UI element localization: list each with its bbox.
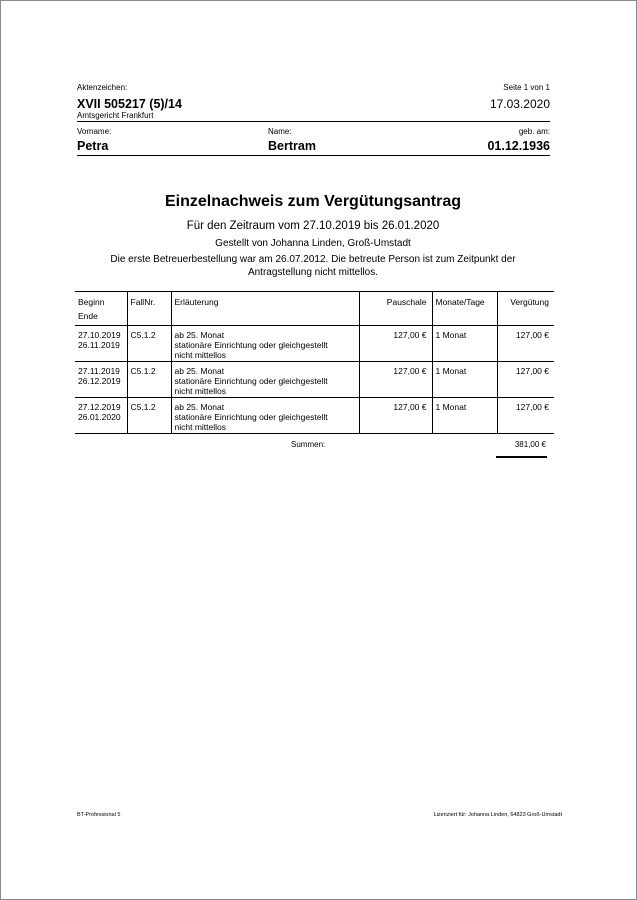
cell-verguetung: 127,00 € bbox=[497, 326, 554, 362]
vorname-label: Vorname: bbox=[77, 127, 112, 136]
cell-verguetung: 127,00 € bbox=[497, 362, 554, 398]
aktenzeichen-label: Aktenzeichen: bbox=[77, 83, 128, 92]
cell-beginn: 27.11.2019 bbox=[78, 366, 120, 376]
summe-value: 381,00 € bbox=[514, 440, 546, 449]
table-header-row bbox=[75, 292, 554, 326]
header-divider-bottom bbox=[77, 155, 550, 156]
birthdate-value: 01.12.1936 bbox=[487, 139, 550, 153]
cell-erl-line: ab 25. Monat bbox=[174, 330, 225, 340]
note-line-1: Die erste Betreuerbestellung war am 26.07.2012. Die betreute Person ist zum Zeitpunkt der bbox=[110, 254, 516, 265]
cell-ende: 26.11.2019 bbox=[78, 340, 120, 350]
col-header-fall: FallNr. bbox=[127, 292, 171, 326]
cell-erl-line: nicht mittellos bbox=[174, 422, 226, 432]
col-header-beginn: Beginn bbox=[78, 297, 105, 307]
cell-period bbox=[75, 398, 127, 434]
note-line-2: Antragstellung nicht mittellos. bbox=[247, 267, 379, 278]
cell-monate: 1 Monat bbox=[432, 398, 497, 434]
cell-erl-line: nicht mittellos bbox=[174, 350, 226, 360]
footer-software: BT-Professional 5 bbox=[77, 812, 121, 818]
cell-pauschale: 127,00 € bbox=[359, 362, 432, 398]
col-header-ende: Ende bbox=[78, 311, 98, 321]
birthdate-label: geb. am: bbox=[518, 127, 550, 136]
cell-monate: 1 Monat bbox=[432, 326, 497, 362]
table-row bbox=[75, 398, 554, 434]
billing-table bbox=[75, 291, 554, 434]
cell-ende: 26.12.2019 bbox=[78, 376, 121, 386]
cell-fall: C5.1.2 bbox=[127, 362, 171, 398]
header-divider-top bbox=[77, 121, 550, 122]
cell-period bbox=[75, 326, 127, 362]
name-label: Name: bbox=[268, 127, 292, 136]
cell-erlaeuterung bbox=[171, 362, 359, 398]
sum-underline bbox=[496, 456, 547, 458]
cell-monate: 1 Monat bbox=[432, 362, 497, 398]
cell-period bbox=[75, 362, 127, 398]
footer-license: Lizenziert für: Johanna Linden, 64823 Groß-Umstadt bbox=[433, 812, 562, 818]
col-header-erlaeuterung: Erläuterung bbox=[171, 292, 359, 326]
cell-erlaeuterung bbox=[171, 326, 359, 362]
col-header-monate: Monate/Tage bbox=[432, 292, 497, 326]
cell-fall: C5.1.2 bbox=[127, 398, 171, 434]
court-name: Amtsgericht Frankfurt bbox=[77, 111, 154, 120]
cell-erl-line: ab 25. Monat bbox=[174, 402, 225, 412]
cell-pauschale: 127,00 € bbox=[359, 398, 432, 434]
vorname-value: Petra bbox=[77, 139, 109, 153]
document-date: 17.03.2020 bbox=[489, 97, 550, 111]
col-header-pauschale: Pauschale bbox=[359, 292, 432, 326]
cell-verguetung: 127,00 € bbox=[497, 398, 554, 434]
cell-erl-line: ab 25. Monat bbox=[174, 366, 225, 376]
cell-fall: C5.1.2 bbox=[127, 326, 171, 362]
document-title: Einzelnachweis zum Vergütungsantrag bbox=[164, 193, 462, 210]
cell-erl-line: stationäre Einrichtung oder gleichgestellt bbox=[174, 340, 328, 350]
name-value: Bertram bbox=[268, 139, 316, 153]
cell-pauschale: 127,00 € bbox=[359, 326, 432, 362]
summen-label: Summen: bbox=[291, 440, 326, 449]
table-row bbox=[75, 362, 554, 398]
period-text: Für den Zeitraum vom 27.10.2019 bis 26.01.2020 bbox=[186, 220, 440, 232]
cell-erl-line: nicht mittellos bbox=[174, 386, 226, 396]
col-header-verguetung: Vergütung bbox=[497, 292, 554, 326]
cell-erl-line: stationäre Einrichtung oder gleichgestellt bbox=[174, 376, 328, 386]
col-header-period bbox=[75, 292, 127, 326]
cell-beginn: 27.12.2019 bbox=[78, 402, 121, 412]
cell-beginn: 27.10.2019 bbox=[78, 330, 121, 340]
aktenzeichen-value: XVII 505217 (5)/14 bbox=[77, 97, 182, 111]
cell-erl-line: stationäre Einrichtung oder gleichgestellt bbox=[174, 412, 328, 422]
cell-ende: 26.01.2020 bbox=[78, 412, 121, 422]
page-number: Seite 1 von 1 bbox=[503, 83, 550, 92]
table-row bbox=[75, 326, 554, 362]
cell-erlaeuterung bbox=[171, 398, 359, 434]
issuer-text: Gestellt von Johanna Linden, Groß-Umstadt bbox=[215, 238, 411, 249]
